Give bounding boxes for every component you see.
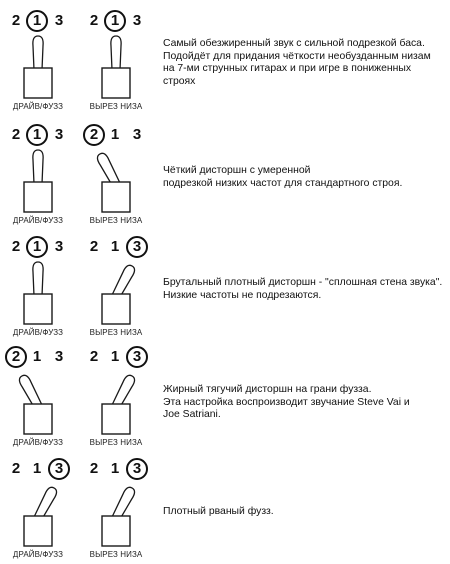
setting-description: [163, 506, 448, 519]
toggle-lever-icon: [111, 264, 136, 299]
toggle-body-icon: [102, 182, 130, 212]
setting-row: [0, 120, 450, 230]
position-number: 2: [89, 460, 99, 477]
position-number: 1: [32, 348, 42, 365]
switch-caption: ДРАЙВ/ФУЗЗ: [12, 438, 64, 447]
position-numbers: [2, 346, 74, 370]
toggle-body-icon: [24, 516, 52, 546]
toggle-body-icon: [24, 294, 52, 324]
position-numbers: [80, 124, 152, 148]
toggle-lever-icon: [33, 486, 58, 521]
switch-caption: ДРАЙВ/ФУЗЗ: [12, 328, 64, 337]
position-number: 1: [110, 238, 120, 255]
switch-caption: ВЫРЕЗ НИЗА: [89, 438, 143, 447]
toggle-icon: [88, 32, 144, 100]
toggle-lever-icon: [111, 374, 136, 409]
toggle-lever-icon: [33, 36, 43, 70]
toggle-switch: [2, 232, 74, 342]
setting-row: [0, 454, 450, 564]
selected-position-number: 3: [126, 346, 148, 368]
toggle-switch: [2, 120, 74, 230]
position-number: 2: [89, 348, 99, 365]
selected-position-number: 1: [104, 10, 126, 32]
toggle-lever-icon: [95, 152, 120, 187]
toggle-body-icon: [102, 404, 130, 434]
position-numbers: [2, 124, 74, 148]
toggle-switch: [2, 342, 74, 452]
position-number: 2: [11, 238, 21, 255]
position-number: 2: [89, 12, 99, 29]
description-line: Эта настройка воспроизводит звучание Steve Vai и: [163, 396, 410, 408]
toggle-body-icon: [24, 68, 52, 98]
toggle-switch: [80, 120, 152, 230]
toggle-switch: [80, 342, 152, 452]
toggle-lever-icon: [111, 36, 121, 70]
toggle-icon: [10, 32, 66, 100]
selected-position-number: 1: [26, 10, 48, 32]
toggle-switch: [80, 454, 152, 564]
position-numbers: [80, 10, 152, 34]
toggle-icon: [10, 146, 66, 214]
position-numbers: [2, 236, 74, 260]
selected-position-number: 1: [26, 124, 48, 146]
switch-caption: ДРАЙВ/ФУЗЗ: [12, 102, 64, 111]
position-number: 3: [54, 126, 64, 143]
description-line: строях: [163, 75, 196, 87]
switch-caption: ДРАЙВ/ФУЗЗ: [12, 216, 64, 225]
description-line: Брутальный плотный дисторшн - "сплошная стена звука".: [163, 277, 443, 288]
selected-position-number: 1: [26, 236, 48, 258]
position-number: 1: [110, 460, 120, 477]
description-line: Подойдёт для придания чёткости необузданным низам: [163, 50, 431, 62]
position-number: 3: [132, 126, 142, 143]
description-line: на 7-ми струнных гитарах и при игре в пониженных: [163, 63, 412, 74]
toggle-body-icon: [24, 182, 52, 212]
toggle-body-icon: [102, 294, 130, 324]
toggle-lever-icon: [111, 486, 136, 521]
switch-caption: ВЫРЕЗ НИЗА: [89, 328, 143, 337]
selected-position-number: 2: [83, 124, 105, 146]
toggle-lever-icon: [33, 150, 43, 184]
toggle-icon: [10, 258, 66, 326]
position-number: 2: [11, 12, 21, 29]
toggle-body-icon: [102, 68, 130, 98]
toggle-body-icon: [24, 404, 52, 434]
toggle-icon: [88, 258, 144, 326]
switch-caption: ВЫРЕЗ НИЗА: [89, 102, 143, 111]
description-line: Жирный тягучий дисторшн на грани фузза.: [163, 384, 372, 395]
description-line: Плотный рваный фузз.: [163, 506, 274, 517]
setting-description: [163, 165, 448, 190]
position-numbers: [80, 458, 152, 482]
switch-caption: ДРАЙВ/ФУЗЗ: [12, 550, 64, 559]
setting-row: [0, 232, 450, 342]
selected-position-number: 3: [126, 236, 148, 258]
toggle-body-icon: [102, 516, 130, 546]
position-number: 2: [11, 460, 21, 477]
description-line: подрезкой низких частот для стандартного строя.: [163, 177, 403, 189]
setting-description: [163, 384, 448, 422]
selected-position-number: 3: [126, 458, 148, 480]
position-number: 1: [32, 460, 42, 477]
toggle-switch: [2, 454, 74, 564]
toggle-icon: [88, 480, 144, 548]
position-number: 1: [110, 348, 120, 365]
description-line: Чёткий дисторшн с умеренной: [163, 165, 311, 176]
position-number: 3: [54, 348, 64, 365]
selected-position-number: 3: [48, 458, 70, 480]
setting-row: [0, 342, 450, 452]
position-numbers: [80, 236, 152, 260]
position-numbers: [80, 346, 152, 370]
switch-caption: ВЫРЕЗ НИЗА: [89, 550, 143, 559]
toggle-switch: [80, 6, 152, 116]
toggle-icon: [10, 368, 66, 436]
toggle-lever-icon: [17, 374, 42, 409]
position-number: 3: [54, 12, 64, 29]
toggle-icon: [88, 146, 144, 214]
setting-description: [163, 38, 448, 88]
switch-caption: ВЫРЕЗ НИЗА: [89, 216, 143, 225]
description-line: Joe Satriani.: [163, 409, 221, 420]
toggle-switch: [80, 232, 152, 342]
position-numbers: [2, 10, 74, 34]
toggle-icon: [10, 480, 66, 548]
setting-description: [163, 277, 448, 302]
toggle-lever-icon: [33, 262, 43, 296]
toggle-icon: [88, 368, 144, 436]
position-number: 3: [54, 238, 64, 255]
position-number: 3: [132, 12, 142, 29]
setting-row: [0, 6, 450, 116]
position-number: 1: [110, 126, 120, 143]
position-number: 2: [11, 126, 21, 143]
selected-position-number: 2: [5, 346, 27, 368]
description-line: Самый обезжиренный звук с сильной подрезкой баса.: [163, 38, 425, 49]
toggle-switch: [2, 6, 74, 116]
position-number: 2: [89, 238, 99, 255]
position-numbers: [2, 458, 74, 482]
description-line: Низкие частоты не подрезаются.: [163, 289, 322, 301]
